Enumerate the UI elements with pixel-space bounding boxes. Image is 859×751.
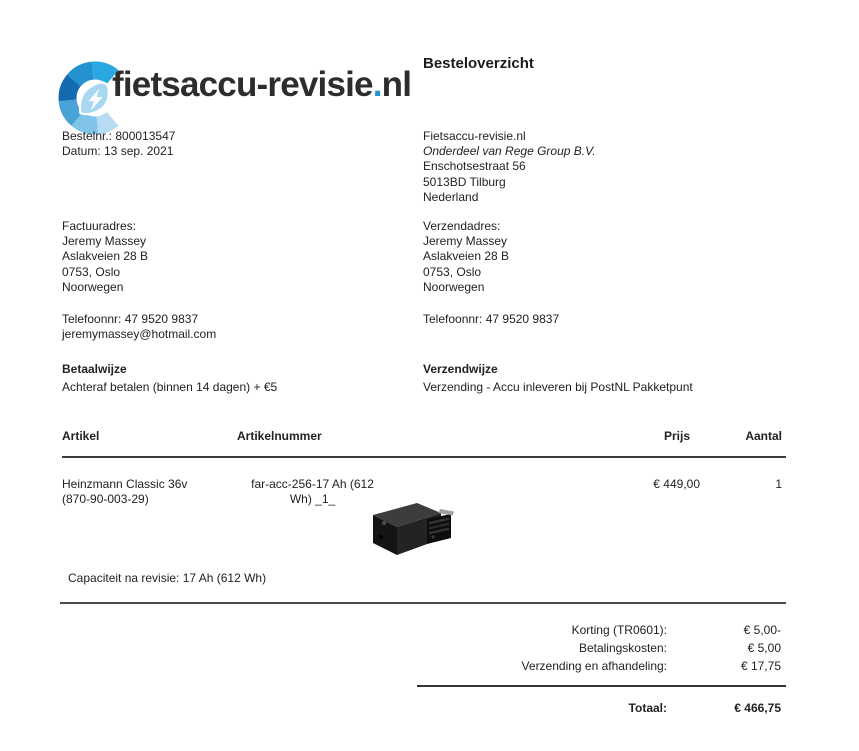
- billing-address-label: Factuuradres:: [62, 219, 137, 233]
- shipping-method: [423, 360, 693, 396]
- items-divider: [60, 602, 786, 604]
- billing-line: Noorwegen: [62, 279, 124, 294]
- brand-dot: .: [372, 65, 382, 104]
- shipping-line: 0753, Oslo: [423, 264, 482, 279]
- shipping-method-value: Verzending - Accu inleveren bij PostNL Pakketpunt: [423, 380, 693, 394]
- billing-line: Jeremy Massey: [62, 234, 147, 249]
- table-header-divider: [62, 456, 786, 458]
- company-street: Enschotsestraat 56: [423, 159, 526, 174]
- item-sku: far-acc-256-17 Ah (612: [251, 477, 374, 491]
- shipping-line: Noorwegen: [423, 279, 485, 294]
- items-header-artikelnummer: Artikelnummer: [237, 429, 322, 443]
- items-header-artikel: Artikel: [62, 429, 100, 443]
- item-code: (870-90-003-29): [62, 492, 149, 507]
- item-sku: Wh) _1_: [289, 492, 336, 507]
- brand-tld: nl: [381, 65, 412, 104]
- payment-method: [62, 360, 277, 396]
- item-quantity: 1: [775, 477, 782, 491]
- shipping-phone: Telefoonnr: 47 9520 9837: [423, 312, 560, 326]
- company-country: Nederland: [423, 189, 479, 204]
- company-postal-city: 5013BD Tilburg: [423, 174, 506, 189]
- company-subtitle: Onderdeel van Rege Group B.V.: [423, 144, 596, 159]
- page-title: Besteloverzicht: [423, 55, 534, 72]
- order-info: [62, 129, 175, 159]
- order-date: Datum: 13 sep. 2021: [62, 144, 174, 159]
- shipping-line: Aslakveien 28 B: [423, 249, 510, 264]
- grand-total-label: Totaal:: [628, 701, 667, 715]
- item-price: € 449,00: [653, 477, 700, 491]
- product-image: [367, 493, 462, 559]
- totals-divider: [417, 685, 786, 687]
- discount-value: € 5,00-: [743, 623, 781, 637]
- order-number: Bestelnr.: 800013547: [62, 129, 176, 143]
- shipping-contact: [423, 312, 559, 327]
- billing-email: jeremymassey@hotmail.com: [62, 327, 217, 342]
- billing-line: Aslakveien 28 B: [62, 249, 149, 264]
- payment-method-label: Betaalwijze: [62, 362, 127, 376]
- payment-method-value: Achteraf betalen (binnen 14 dagen) + €5: [62, 380, 278, 394]
- item-name-cell: [62, 477, 227, 507]
- item-name: Heinzmann Classic 36v: [62, 477, 188, 491]
- payment-fee-label: Betalingskosten:: [578, 641, 667, 655]
- brand-name: fietsaccu-revisie: [112, 65, 373, 104]
- company-name: Fietsaccu-revisie.nl: [423, 129, 526, 143]
- items-header-aantal: Aantal: [745, 429, 782, 443]
- brand-wordmark: [112, 65, 411, 105]
- billing-line: 0753, Oslo: [62, 264, 121, 279]
- shipping-method-label: Verzendwijze: [423, 362, 498, 376]
- payment-fee-value: € 5,00: [747, 641, 781, 655]
- billing-address: [62, 219, 148, 295]
- shipping-fee-value: € 17,75: [740, 659, 781, 673]
- billing-phone: Telefoonnr: 47 9520 9837: [62, 312, 199, 326]
- shipping-fee-label: Verzending en afhandeling:: [521, 659, 667, 673]
- capacity-note: Capaciteit na revisie: 17 Ah (612 Wh): [68, 571, 267, 585]
- discount-label: Korting (TR0601):: [571, 623, 667, 637]
- shipping-address-label: Verzendadres:: [423, 219, 501, 233]
- billing-contact: [62, 312, 216, 342]
- shipping-address: [423, 219, 509, 295]
- grand-total-value: € 466,75: [734, 701, 781, 715]
- shipping-line: Jeremy Massey: [423, 234, 508, 249]
- company-address: [423, 129, 596, 205]
- items-header-prijs: Prijs: [663, 429, 690, 443]
